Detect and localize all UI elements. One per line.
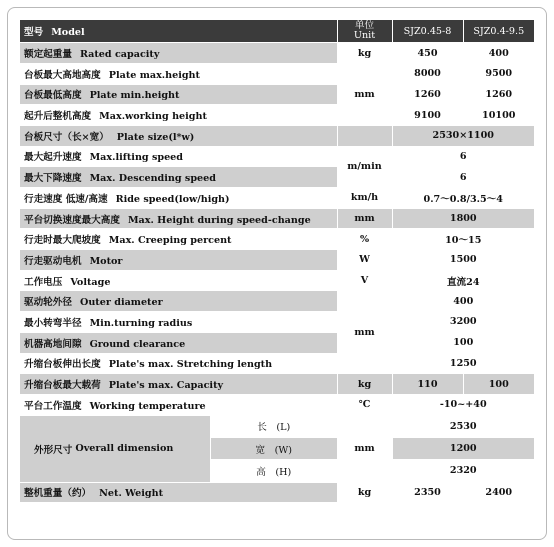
row-label [20,291,337,312]
table-row [20,208,534,229]
row-label-zh: 最大起升速度 [24,152,82,164]
row-label-zh: 台板最大高地高度 [24,69,101,81]
table-row [20,312,534,333]
row-label [20,229,337,250]
row-label-en: Min.turning radius [89,317,193,329]
row-label [20,394,337,415]
row-value-merged: 2530×1100 [392,125,534,146]
row-unit: kg [337,374,392,395]
row-label-en: Max.working height [99,111,207,123]
table-row [20,125,534,146]
model-col-2-header: SJZ0.4-9.5 [463,20,534,43]
dimension-width-value: 1200 [392,437,534,459]
table-row [20,374,534,395]
dimension-height-label: 高 (H) [211,460,337,481]
row-label-en: Ground clearance [89,338,186,350]
row-label [20,312,337,333]
row-label-zh: 驱动轮外径 [24,297,72,309]
row-label-zh: 机器高地间隙 [24,338,82,350]
dimension-length-label: 长 (L) [211,416,337,438]
row-unit: mm [337,208,392,229]
row-label-zh: 台板尺寸（长×宽） [24,131,109,143]
row-label [20,146,337,167]
row-value-merged: 0.7～0.8/3.5～4 [392,188,534,209]
row-unit: kg [337,43,392,64]
row-label-en: Max.lifting speed [89,152,183,164]
row-label [20,332,337,353]
row-unit-merged: mm [337,291,392,374]
unit-header-en: Unit [353,30,376,42]
row-label [20,374,337,395]
row-label-en: Max. Descending speed [89,173,216,185]
row-value-merged: -10~+40 [392,394,534,415]
dimension-sub-labels [210,416,337,482]
row-label-en: Net. Weight [99,488,163,500]
unit-header [337,20,392,43]
table-row [20,188,534,209]
row-unit: V [337,270,392,291]
row-label [20,105,337,126]
table-row [20,394,534,415]
row-value-merged: 1250 [392,353,534,374]
row-value-merged: 3200 [392,312,534,333]
table-row [20,332,534,353]
row-unit: % [337,229,392,250]
row-label [20,125,337,146]
row-label [20,208,337,229]
table-row [20,482,534,503]
table-row [20,250,534,271]
row-label [20,270,337,291]
table-row [20,43,534,64]
row-value-merged: 6 [392,167,534,188]
row-label-zh: 行走速度 低速/高速 [24,193,108,205]
row-label-zh: 最大下降速度 [24,173,82,185]
row-label-en: Plate size(l*w) [116,131,195,143]
table-row [20,63,534,84]
table-row [20,229,534,250]
row-label-zh: 整机重量（约） [24,488,92,500]
row-label-en: Motor [89,255,123,267]
row-unit-merged: m/min [337,146,392,187]
row-label-en: Max. Height during speed-change [127,214,311,226]
row-label-en: Working temperature [89,400,206,412]
row-unit-merged: mm [337,415,392,482]
row-label-zh: 升缩台板最大载荷 [24,380,101,392]
row-label-en: Plate min.height [89,90,180,102]
row-label-en: Rated capacity [79,49,160,61]
row-value-1: 110 [392,374,463,395]
row-value-2: 100 [463,374,534,395]
row-label-zh: 行走时最大爬坡度 [24,235,101,247]
row-value-2: 400 [463,43,534,64]
row-label-en: Plate max.height [108,69,200,81]
table-row [20,353,534,374]
row-label [20,63,337,84]
dimension-height-value: 2320 [392,460,534,482]
row-unit: km/h [337,188,392,209]
row-value-merged: 400 [392,291,534,312]
table-row [20,146,534,167]
table-header-row [20,20,534,43]
row-unit: W [337,250,392,271]
row-label-zh: 平台切换速度最大高度 [24,214,120,226]
row-value-merged: 10～15 [392,229,534,250]
row-value-2: 2400 [463,482,534,503]
row-value-1: 1260 [392,84,463,105]
dimension-length-value: 2530 [392,415,534,437]
model-header-en: Model [51,27,85,39]
dimension-width-label: 宽 (W) [211,438,337,460]
row-label-zh: 工作电压 [24,276,63,288]
row-label-en: Plate's max. Capacity [108,380,224,392]
row-label [20,188,337,209]
table-row [20,167,534,188]
row-label [20,43,337,64]
row-label [20,167,337,188]
table-row [20,270,534,291]
row-label-en: Plate's max. Stretching length [108,359,273,371]
row-label-zh: 行走驱动电机 [24,255,82,267]
row-label [20,353,337,374]
spec-table [20,20,534,503]
row-value-1: 450 [392,43,463,64]
row-value-1: 2350 [392,482,463,503]
row-value-2: 1260 [463,84,534,105]
row-unit-merged: mm [337,63,392,125]
table-row [20,291,534,312]
row-label-zh: 起升后整机高度 [24,111,92,123]
dimension-label-zh: 外形尺寸 [34,444,73,456]
row-unit: ℃ [337,394,392,415]
unit-header-zh: 单位 [354,20,375,32]
row-label-zh: 额定起重量 [24,49,72,61]
model-header-zh: 型号 [24,27,44,39]
row-unit [337,125,392,146]
row-label-en: Outer diameter [79,297,163,309]
model-header [20,20,337,43]
row-label [20,482,337,503]
row-label-en: Ride speed(low/high) [115,193,230,205]
model-col-1-header: SJZ0.45-8 [392,20,463,43]
row-value-2: 10100 [463,105,534,126]
dimension-label-en: Overall dimension [75,443,174,455]
table-row [20,105,534,126]
row-label-en: Max. Creeping percent [108,235,232,247]
row-value-1: 8000 [392,63,463,84]
row-value-2: 9500 [463,63,534,84]
row-label [20,84,337,105]
row-value-merged: 1800 [392,208,534,229]
row-label-zh: 升缩台板伸出长度 [24,359,101,371]
row-label [20,250,337,271]
row-unit: kg [337,482,392,503]
row-value-merged: 1500 [392,250,534,271]
dimension-label-cell [20,415,337,482]
row-label-zh: 最小转弯半径 [24,317,82,329]
row-label-en: Voltage [70,276,111,288]
row-label-zh: 平台工作温度 [24,400,82,412]
row-value-merged: 100 [392,332,534,353]
table-row [20,415,534,437]
row-value-1: 9100 [392,105,463,126]
row-value-merged: 直流24 [392,270,534,291]
row-value-merged: 6 [392,146,534,167]
table-row [20,84,534,105]
row-label-zh: 台板最低高度 [24,90,82,102]
dimension-label [20,416,210,482]
